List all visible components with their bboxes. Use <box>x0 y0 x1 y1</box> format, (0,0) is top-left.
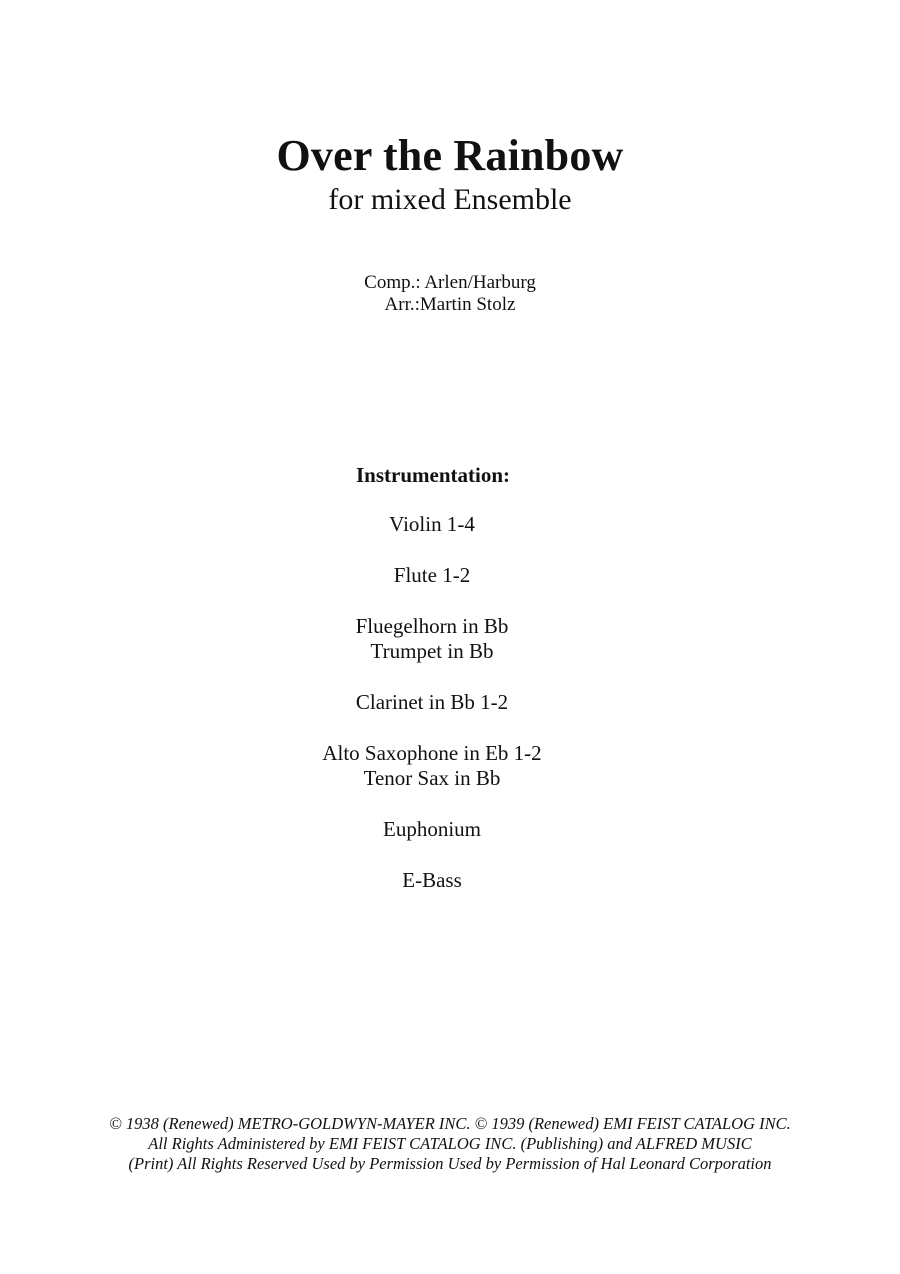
copyright-notice <box>0 1114 900 1174</box>
copyright-line: © 1938 (Renewed) METRO-GOLDWYN-MAYER INC. © 1939 (Renewed) EMI FEIST CATALOG INC. <box>109 1114 791 1133</box>
instrument-item: Clarinet in Bb 1-2 <box>355 690 509 714</box>
instrument-group <box>282 614 582 664</box>
page-subtitle: for mixed Ensemble <box>328 183 572 216</box>
instrument-item: Flute 1-2 <box>393 563 471 587</box>
composer-credit: Comp.: Arlen/Harburg <box>364 272 536 293</box>
instrument-group <box>282 512 582 537</box>
credits <box>0 272 900 316</box>
instrument-group <box>282 741 582 791</box>
instrument-item: Euphonium <box>383 817 481 841</box>
instrumentation-heading: Instrumentation: <box>355 463 510 487</box>
instrument-item: Alto Saxophone in Eb 1-2 <box>322 741 542 765</box>
page-title: Over the Rainbow <box>276 131 624 180</box>
instrument-item: Fluegelhorn in Bb <box>355 614 509 638</box>
instrument-group <box>282 817 582 842</box>
instrument-group <box>282 868 582 893</box>
instrument-group <box>282 690 582 715</box>
arranger-credit: Arr.:Martin Stolz <box>384 294 516 315</box>
instrument-item: Violin 1-4 <box>389 512 475 536</box>
instrumentation-list <box>282 512 582 919</box>
instrument-item: Trumpet in Bb <box>370 639 494 663</box>
instrument-item: Tenor Sax in Bb <box>363 766 501 790</box>
instrument-item: E-Bass <box>402 868 462 892</box>
copyright-line: All Rights Administered by EMI FEIST CATALOG INC. (Publishing) and ALFRED MUSIC <box>148 1134 752 1153</box>
copyright-line: (Print) All Rights Reserved Used by Permission Used by Permission of Hal Leonard Corporation <box>128 1154 772 1173</box>
instrument-group <box>282 563 582 588</box>
